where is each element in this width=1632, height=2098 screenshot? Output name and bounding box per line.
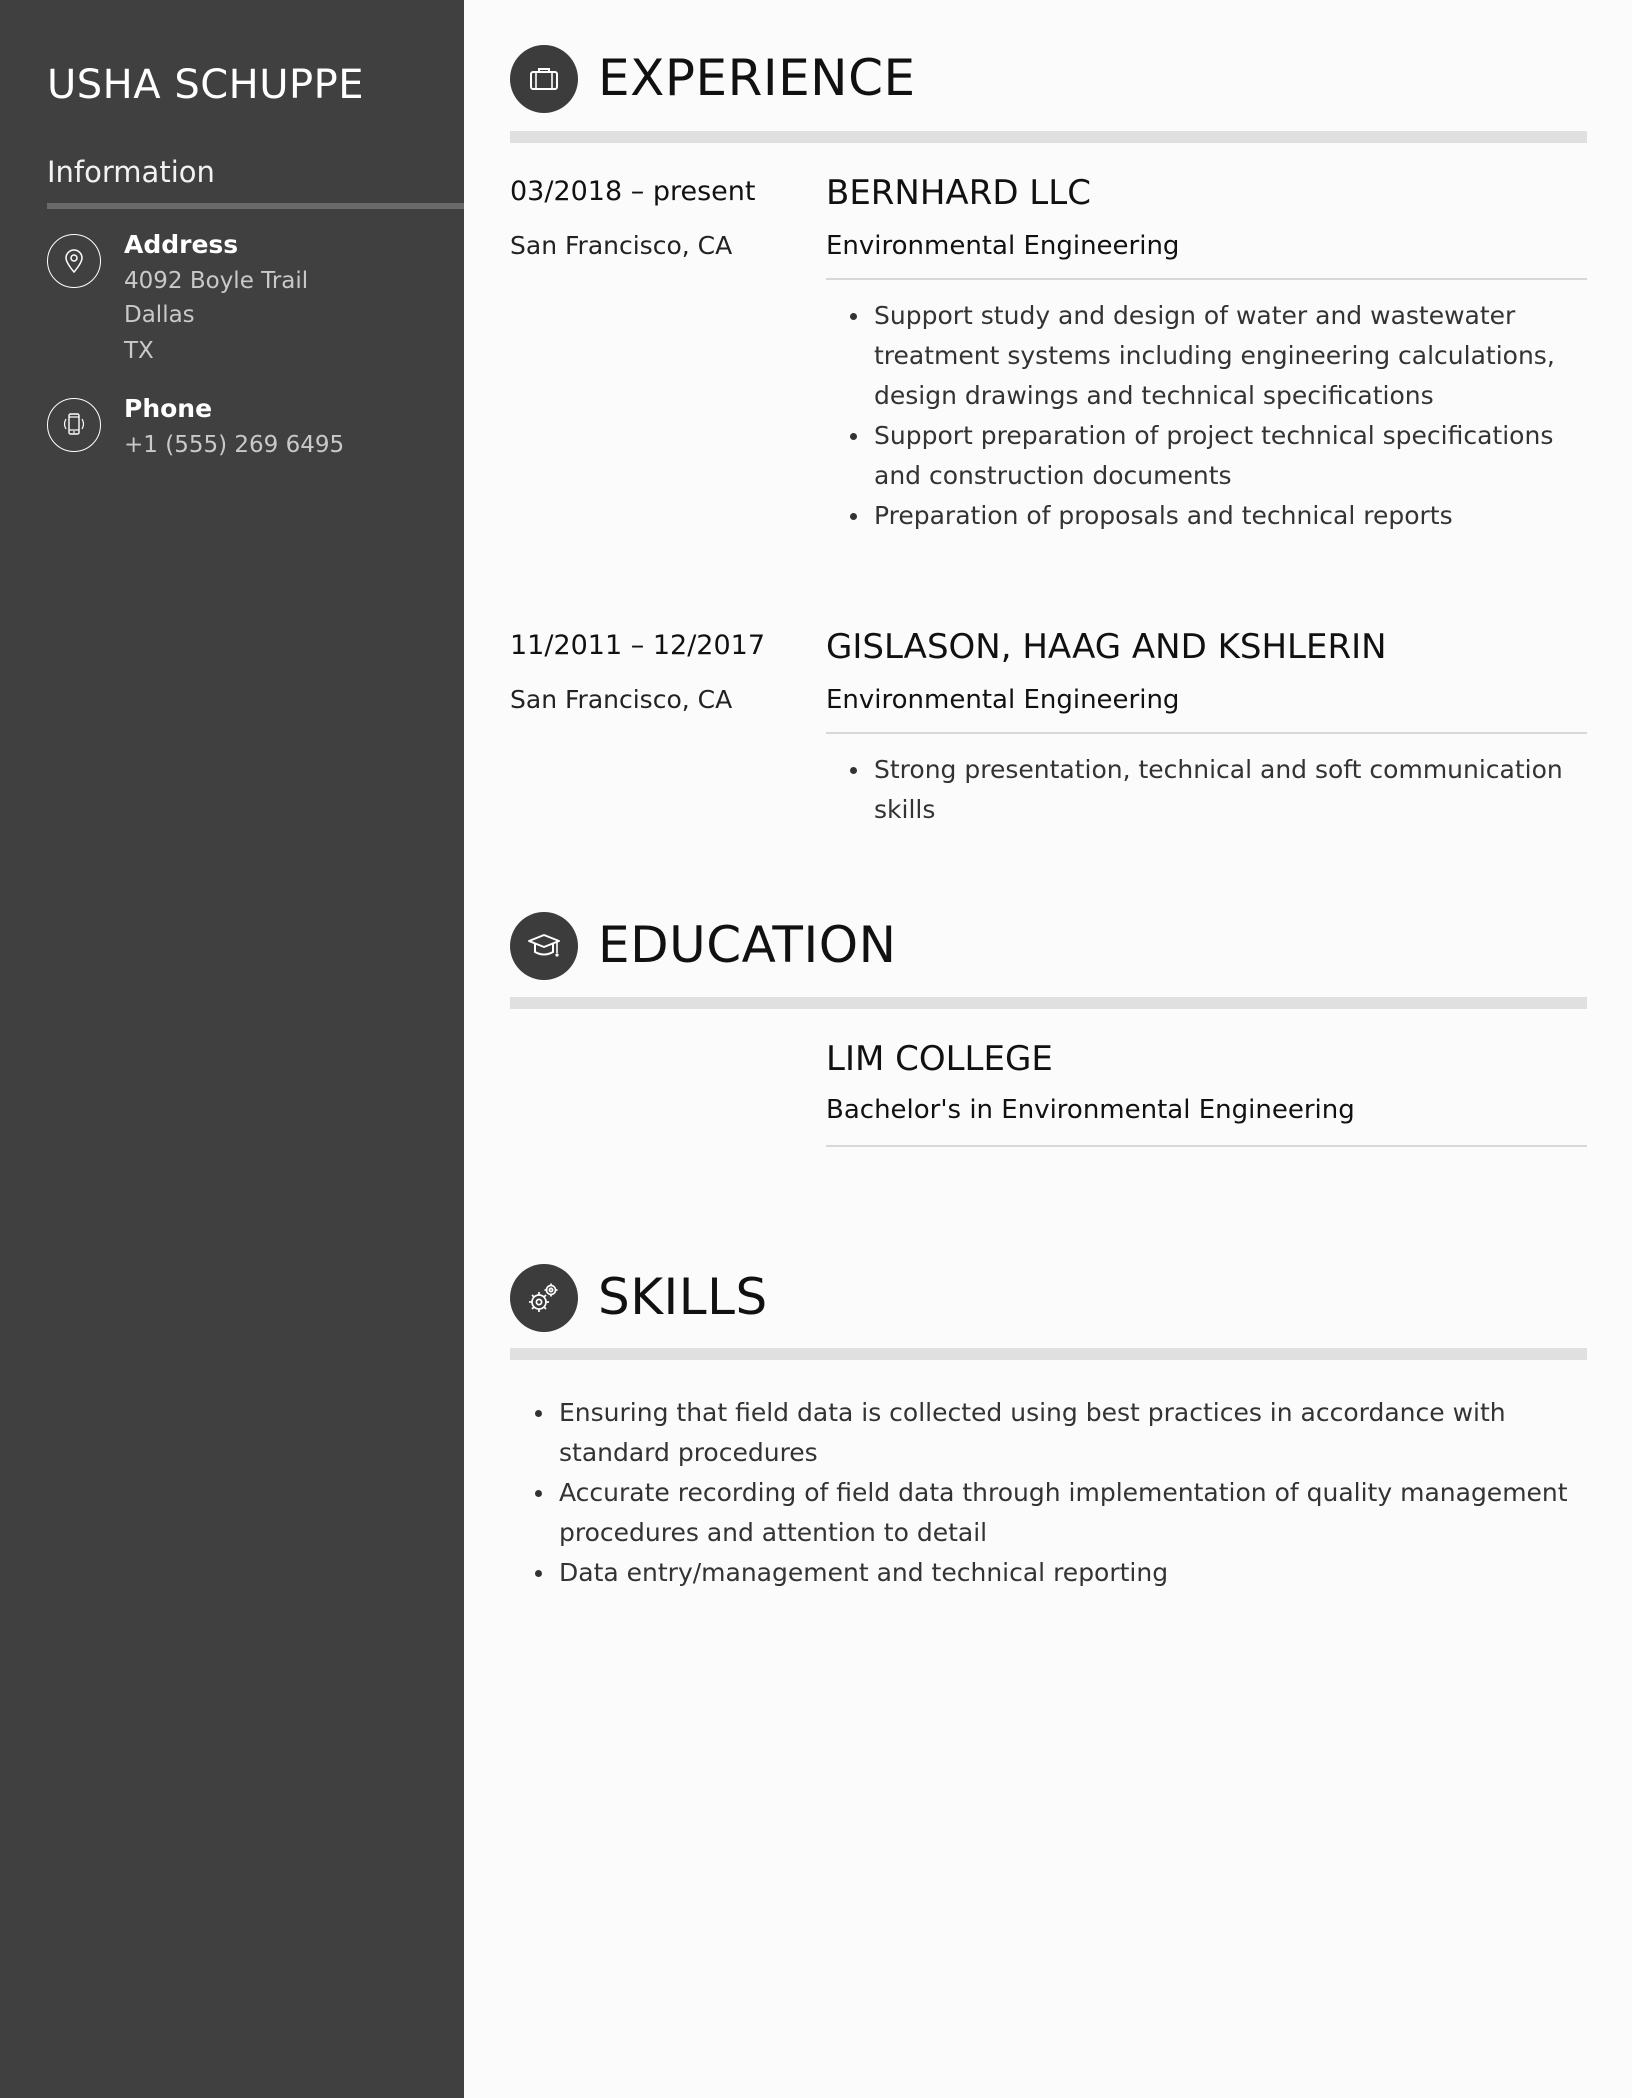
job-bullet: Support study and design of water and wastewater treatment systems including engineering calculations, design drawings and technical specifications — [826, 296, 1587, 416]
briefcase-icon — [510, 45, 578, 113]
skill-item: Accurate recording of field data through implementation of quality management procedures and attention to detail — [510, 1473, 1587, 1553]
job-bullet-list — [826, 750, 1587, 830]
job-location: San Francisco, CA — [510, 685, 733, 714]
education-title: EDUCATION — [598, 916, 897, 974]
information-divider — [47, 203, 464, 209]
address-line-state: TX — [124, 338, 154, 364]
job-location: San Francisco, CA — [510, 231, 733, 260]
education-divider — [510, 997, 1587, 1009]
skill-item: Ensuring that field data is collected using best practices in accordance with standard procedures — [510, 1393, 1587, 1473]
smartphone-icon — [47, 398, 101, 452]
skills-list — [510, 1393, 1587, 1593]
skills-divider — [510, 1348, 1587, 1360]
skills-title: SKILLS — [598, 1268, 768, 1326]
location-pin-icon — [47, 234, 101, 288]
job-role: Environmental Engineering — [826, 685, 1180, 715]
job-dates: 11/2011 – 12/2017 — [510, 630, 765, 661]
job-role: Environmental Engineering — [826, 231, 1180, 261]
address-label: Address — [124, 230, 239, 259]
skill-item: Data entry/management and technical reporting — [510, 1553, 1587, 1593]
sidebar — [0, 0, 464, 2098]
phone-label: Phone — [124, 394, 213, 423]
phone-number: +1 (555) 269 6495 — [124, 432, 345, 458]
job-divider — [826, 278, 1587, 280]
information-heading: Information — [47, 155, 215, 189]
job-company: BERNHARD LLC — [826, 173, 1091, 213]
job-divider — [826, 732, 1587, 734]
job-bullet: Preparation of proposals and technical reports — [826, 496, 1587, 536]
address-line-city: Dallas — [124, 302, 195, 328]
job-dates: 03/2018 – present — [510, 176, 756, 207]
school-name: LIM COLLEGE — [826, 1039, 1053, 1079]
job-company: GISLASON, HAAG AND KSHLERIN — [826, 627, 1387, 667]
job-bullet-list — [826, 296, 1587, 536]
address-line-street: 4092 Boyle Trail — [124, 268, 309, 294]
graduation-cap-icon — [510, 912, 578, 980]
candidate-name: USHA SCHUPPE — [47, 62, 365, 108]
experience-divider — [510, 131, 1587, 143]
job-bullet: Support preparation of project technical specifications and construction documents — [826, 416, 1587, 496]
gears-icon — [510, 1264, 578, 1332]
degree: Bachelor's in Environmental Engineering — [826, 1095, 1355, 1125]
experience-title: EXPERIENCE — [598, 49, 916, 107]
job-bullet: Strong presentation, technical and soft communication skills — [826, 750, 1587, 830]
education-entry-divider — [826, 1145, 1587, 1147]
